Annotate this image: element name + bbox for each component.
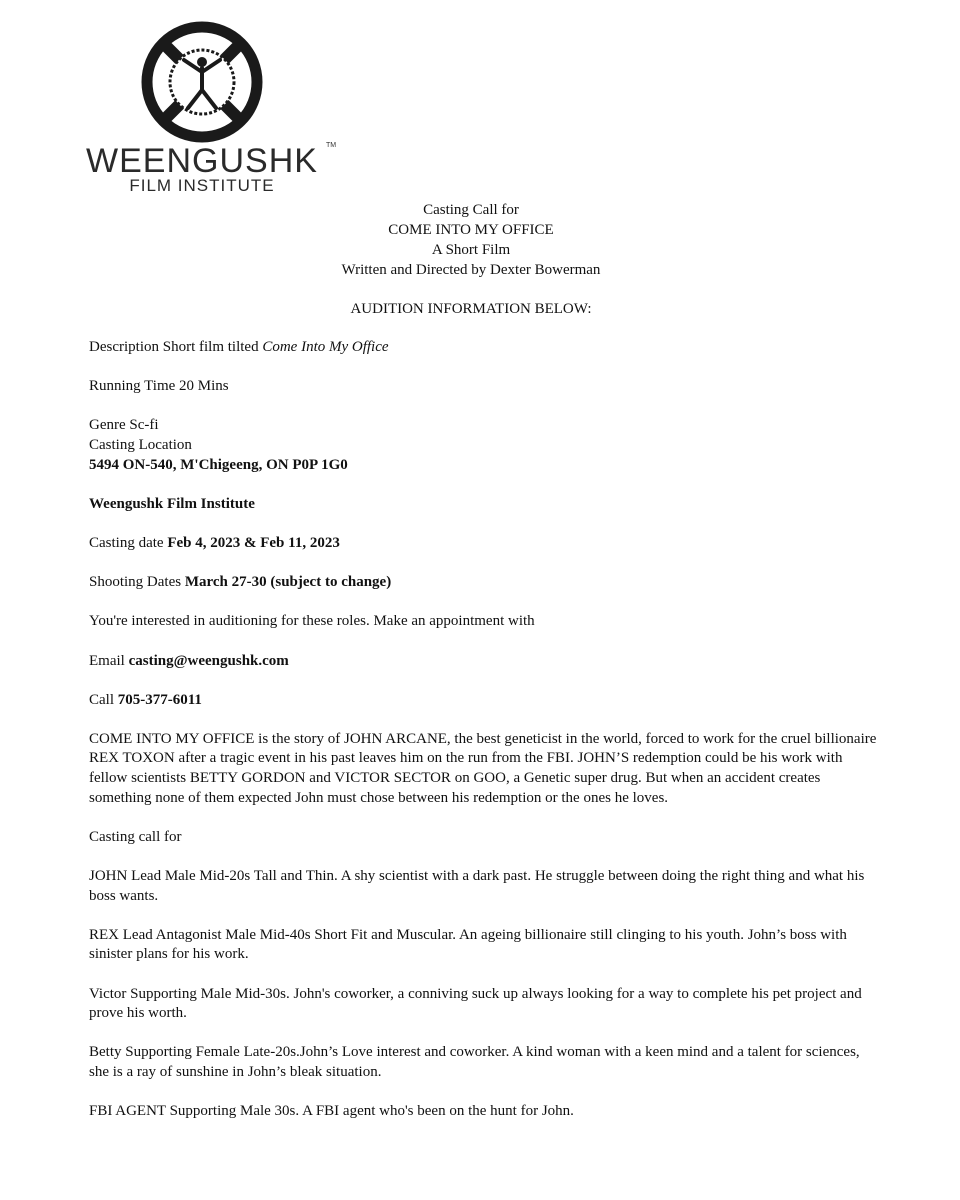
role-rex: REX Lead Antagonist Male Mid-40s Short Fit and Muscular. An ageing billionaire still clinging to his youth. John’s boss with sinister plans for his work. (89, 926, 847, 963)
film-reel-icon (140, 20, 264, 144)
film-title: COME INTO MY OFFICE (388, 222, 554, 238)
logo-subtitle: FILM INSTITUTE (129, 176, 275, 195)
audition-heading: AUDITION INFORMATION BELOW: (350, 301, 592, 317)
genre-location (89, 416, 879, 475)
logo-wordmark: WEENGUSHK (86, 142, 318, 180)
description: Description Short film tilted Come Into My Office (89, 339, 389, 355)
role-fbi-agent: FBI AGENT Supporting Male 30s. A FBI agent who's been on the hunt for John. (89, 1103, 574, 1120)
shooting-dates-value: March 27-30 (subject to change) (184, 574, 392, 591)
synopsis: COME INTO MY OFFICE is the story of JOHN ARCANE, the best geneticist in the world, forced to work for the cruel billionaire REX TOXON after a tragic event in his past leaves him on the run from the FBI. JOHN’S redemption could be his work with fellow scientists BETTY GORDON and VICTOR SECTOR on GOO, a Genetic super drug. But when an accident creates something none of them expected John must chose between his redemption or the ones he loves. (89, 730, 877, 806)
header-credit: Written and Directed by Dexter Bowerman (341, 262, 601, 278)
document-header (0, 200, 942, 319)
casting-date: Casting date Feb 4, 2023 & Feb 11, 2023 (89, 534, 340, 551)
header-line-3: A Short Film (431, 242, 511, 258)
role-john: JOHN Lead Male Mid-20s Tall and Thin. A shy scientist with a dark past. He struggle between doing the right thing and what his boss wants. (89, 868, 865, 904)
casting-date-value: Feb 4, 2023 & Feb 11, 2023 (167, 534, 340, 551)
institute-name: Weengushk Film Institute (89, 495, 255, 512)
email-line: Email casting@weengushk.com (89, 652, 289, 669)
description-title: Come Into My Office (262, 339, 389, 355)
role-betty: Betty Supporting Female Late-20s.John’s Love interest and coworker. A kind woman with a keen mind and a talent for sciences, she is a ray of sunshine in John’s bleak situation. (89, 1044, 860, 1080)
phone-number[interactable]: 705-377-6011 (117, 691, 202, 708)
header-line-1: Casting Call for (423, 202, 519, 218)
shooting-dates: Shooting Dates March 27-30 (subject to change) (89, 574, 392, 591)
role-victor: Victor Supporting Male Mid-30s. John's coworker, a conniving suck up always looking for a way to complete his pet project and prove his worth. (89, 985, 862, 1022)
interest-note: You're interested in auditioning for these roles. Make an appointment with (89, 613, 535, 630)
location-label: Casting Location (89, 436, 192, 453)
document-body (89, 338, 879, 1141)
casting-call-label: Casting call for (89, 828, 182, 845)
running-time: Running Time 20 Mins (89, 378, 229, 395)
trademark-mark: TM (326, 142, 337, 149)
call-line: Call 705-377-6011 (89, 691, 202, 708)
genre: Genre Sc-fi (89, 417, 159, 434)
email-link[interactable]: casting@weengushk.com (128, 652, 289, 669)
institute-logo (78, 20, 337, 195)
location-address: 5494 ON-540, M'Chigeeng, ON P0P 1G0 (89, 456, 348, 473)
